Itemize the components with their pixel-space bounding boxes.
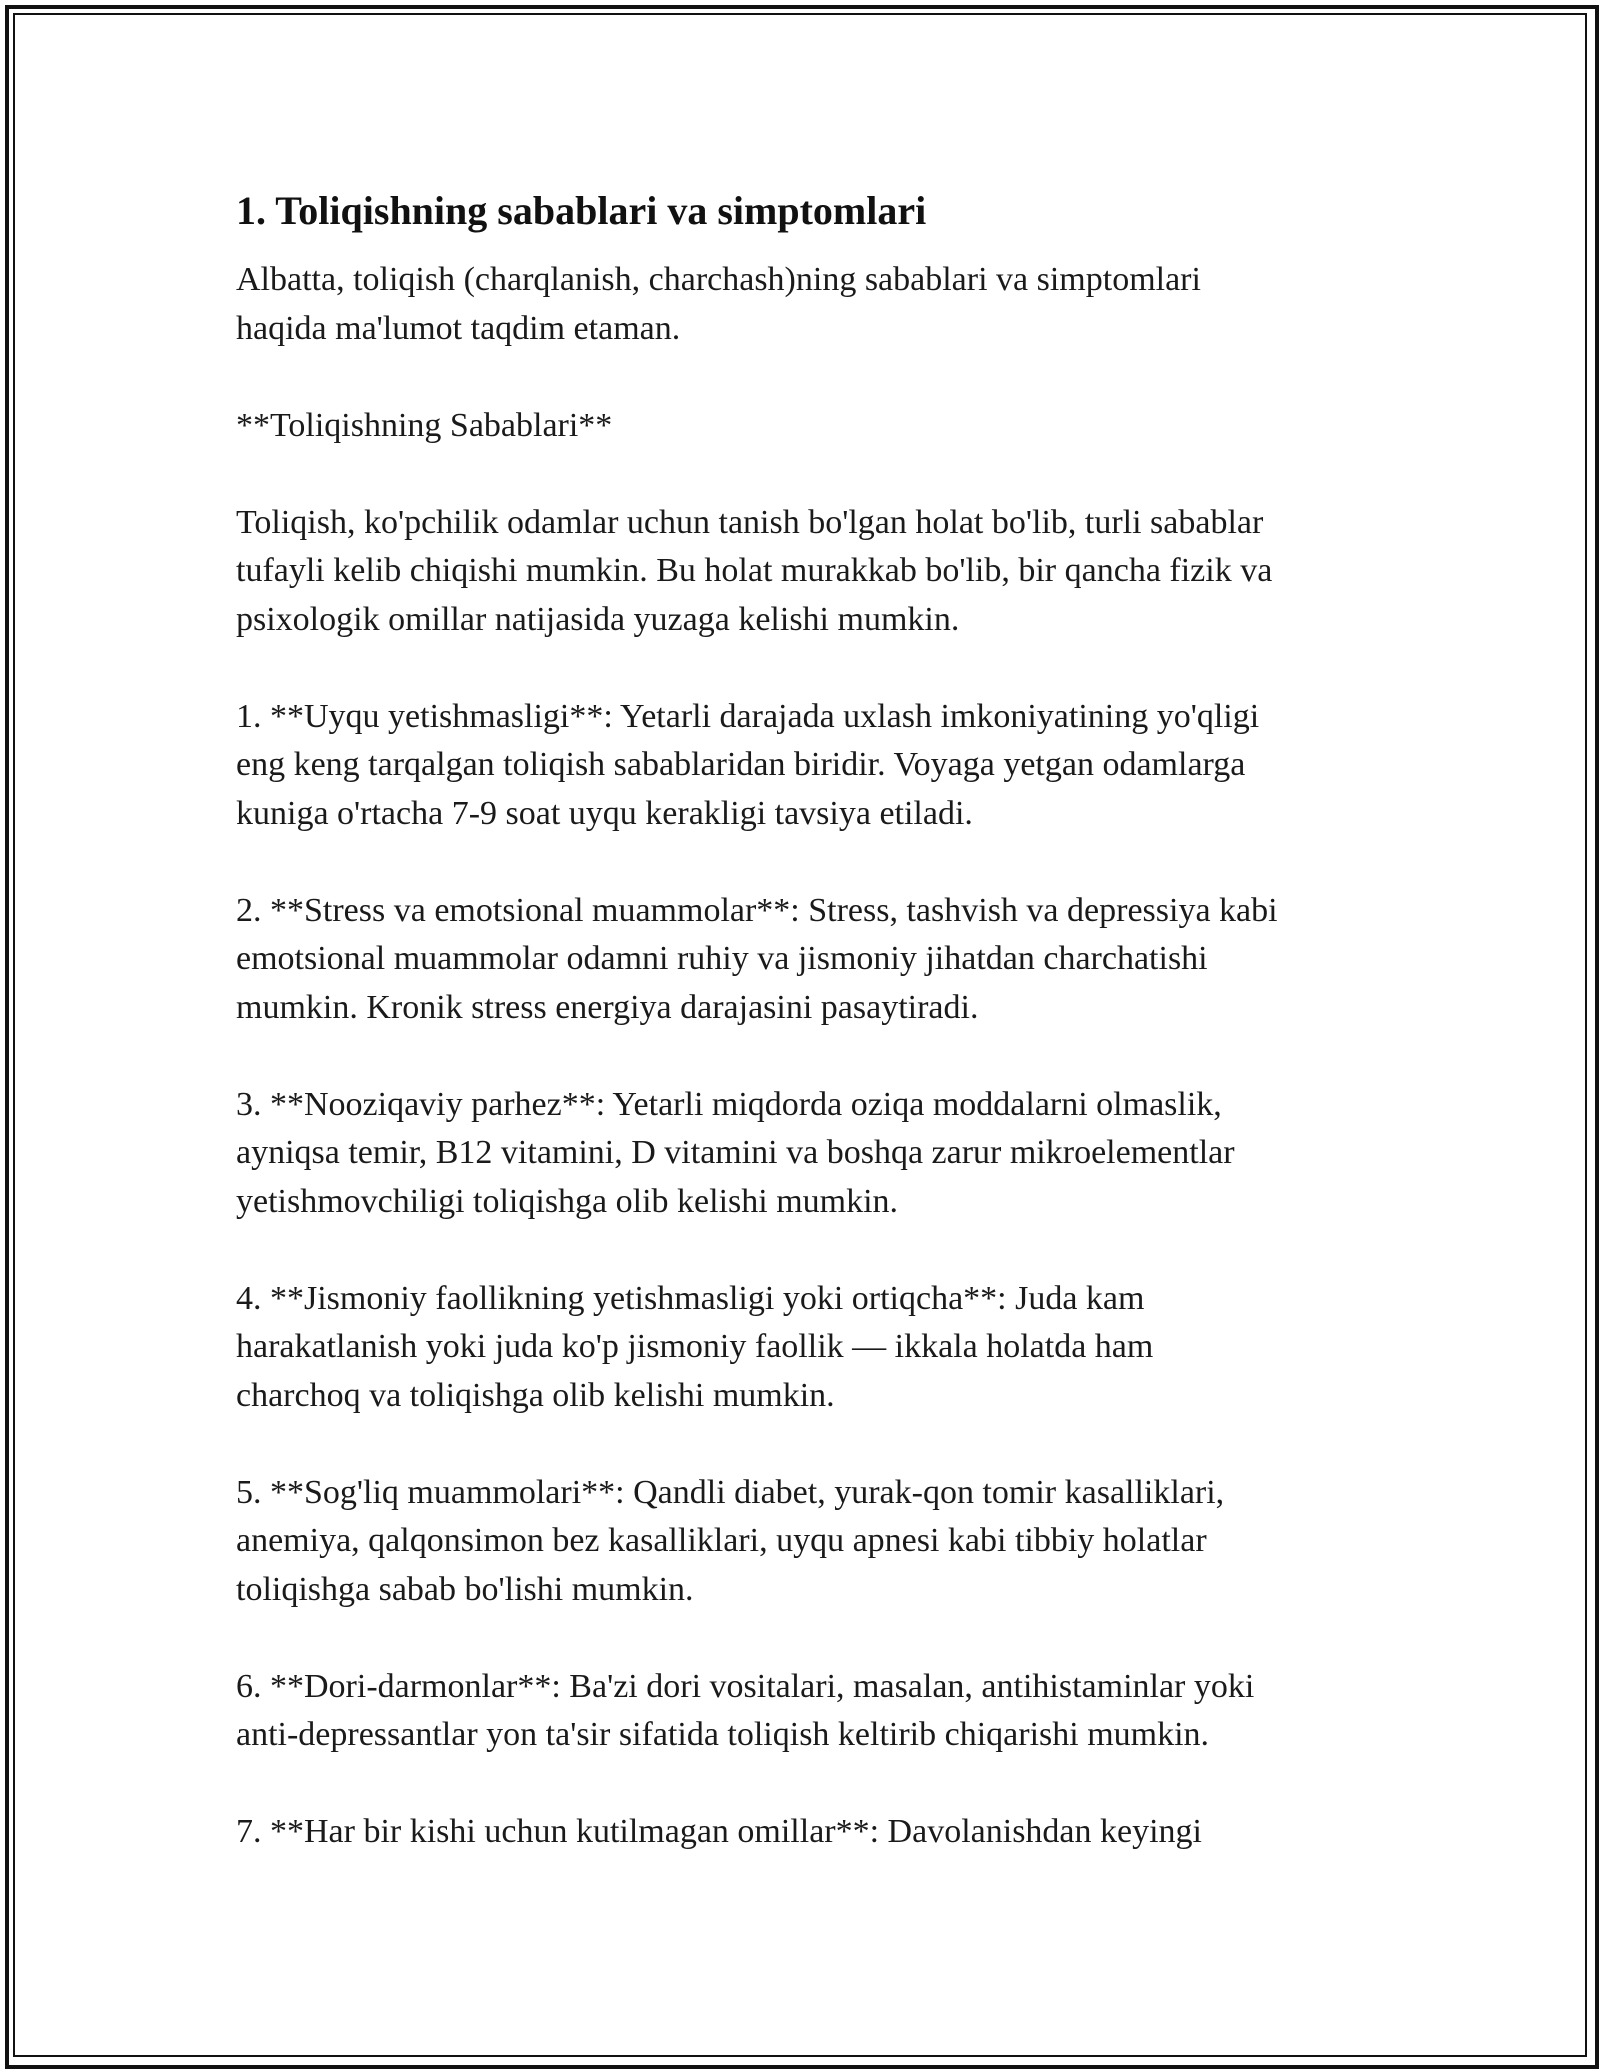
document-body <box>236 186 1386 1905</box>
cause-item-6: 6. **Dori-darmonlar**: Ba'zi dori vositalari, masalan, antihistaminlar yoki anti-depressantlar yon ta'sir sifatida toliqish keltirib chiqarishi mumkin. <box>236 1667 1255 1753</box>
section-heading: 1. Toliqishning sabablari va simptomlari <box>236 188 927 233</box>
cause-item-5: 5. **Sog'liq muammolari**: Qandli diabet, yurak-qon tomir kasalliklari, anemiya, qalqonsimon bez kasalliklari, uyqu apnesi kabi tibbiy holatlar toliqishga sabab bo'lishi mumkin. <box>236 1473 1225 1608</box>
cause-item-4: 4. **Jismoniy faollikning yetishmasligi yoki ortiqcha**: Juda kam harakatlanish yoki juda ko'p jismoniy faollik — ikkala holatda ham charchoq va toliqishga olib kelishi mumkin. <box>236 1279 1154 1414</box>
causes-subheading: **Toliqishning Sabablari** <box>236 406 613 444</box>
cause-item-2: 2. **Stress va emotsional muammolar**: Stress, tashvish va depressiya kabi emotsional muammolar odamni ruhiy va jismoniy jihatdan charchatishi mumkin. Kronik stress energiya darajasini pasaytiradi. <box>236 891 1278 1026</box>
cause-item-7: 7. **Har bir kishi uchun kutilmagan omillar**: Davolanishdan keyingi <box>236 1813 1202 1850</box>
causes-overview-paragraph: Toliqish, ko'pchilik odamlar uchun tanish bo'lgan holat bo'lib, turli sabablar tufayli kelib chiqishi mumkin. Bu holat murakkab bo'lib, bir qancha fizik va psixologik omillar natijasida yuzaga kelishi mumkin. <box>236 503 1273 638</box>
cause-item-3: 3. **Nooziqaviy parhez**: Yetarli miqdorda oziqa moddalarni olmaslik, ayniqsa temir, B12 vitamini, D vitamini va boshqa zarur mikroelementlar yetishmovchiligi toliqishga olib kelishi mumkin. <box>236 1085 1235 1220</box>
cause-item-1: 1. **Uyqu yetishmasligi**: Yetarli darajada uxlash imkoniyatining yo'qligi eng keng tarqalgan toliqish sabablaridan biridir. Voyaga yetgan odamlarga kuniga o'rtacha 7-9 soat uyqu kerakligi tavsiya etiladi. <box>236 697 1260 832</box>
intro-paragraph: Albatta, toliqish (charqlanish, charchash)ning sabablari va simptomlari haqida ma'lumot taqdim etaman. <box>236 261 1201 347</box>
